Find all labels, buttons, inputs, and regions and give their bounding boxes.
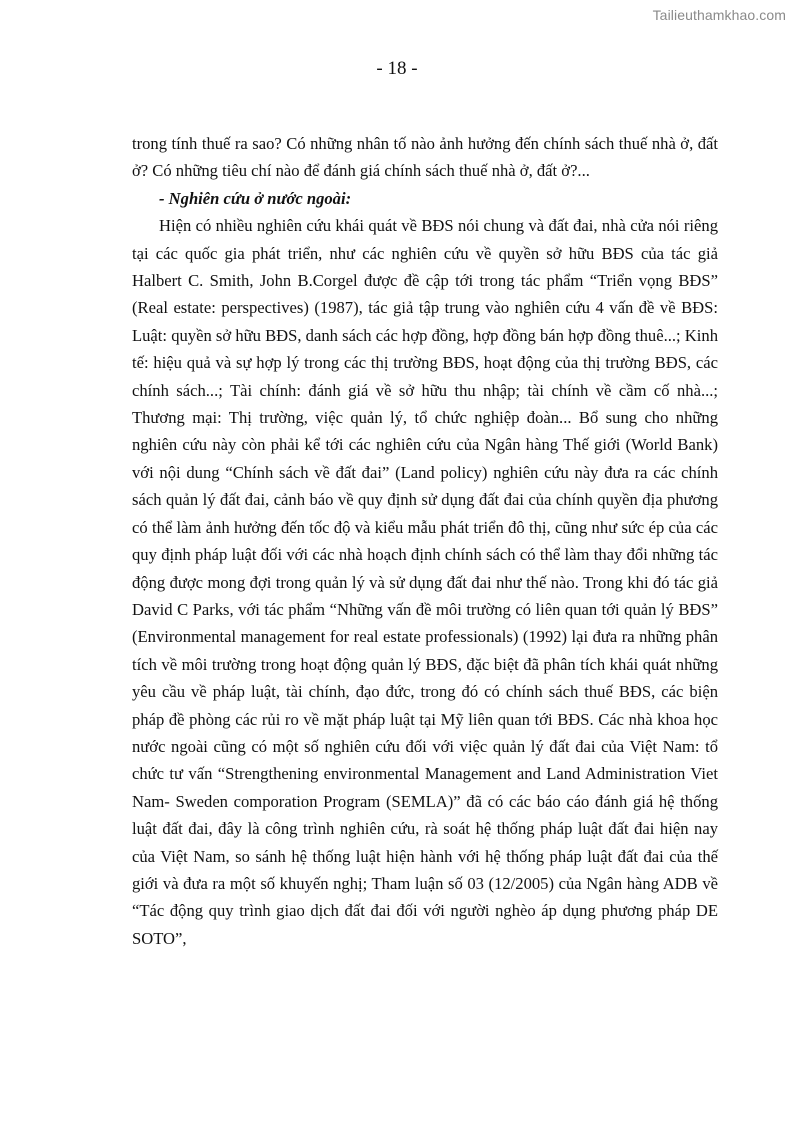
intro-paragraph: trong tính thuế ra sao? Có những nhân tố nào ảnh hưởng đến chính sách thuế nhà ở, đất ở? Có những tiêu chí nào để đánh giá chính sách thuế nhà ở, đất ở?...	[132, 134, 718, 181]
watermark: Tailieuthamkhao.com	[652, 7, 786, 23]
section-heading: - Nghiên cứu ở nước ngoài:	[159, 188, 352, 208]
main-paragraph: Hiện có nhiều nghiên cứu khái quát về BĐS nói chung và đất đai, nhà cửa nói riêng tại các quốc gia phát triển, như các nghiên cứu về quyền sở hữu BĐS của tác giả Halbert C. Smith, John B.Corgel được đề cập tới trong tác phẩm “Triển vọng BĐS” (Real estate: perspectives) (1987), tác giả tập trung vào nghiên cứu 4 vấn đề về BĐS: Luật: quyền sở hữu BĐS, danh sách các hợp đồng, hợp đồng bán hợp đồng thuê...; Kinh tế: hiệu quả và sự hợp lý trong các thị trường BĐS, hoạt động của thị trường BĐS, các chính sách...; Tài chính: đánh giá về sở hữu thu nhập; tài chính về cầm cố nhà...; Thương mại: Thị trường, việc quản lý, tổ chức nghiệp đoàn... Bổ sung cho những nghiên cứu này còn phải kể tới các nghiên cứu của Ngân hàng Thế giới (World Bank) với nội dung “Chính sách về đất đai” (Land policy) nghiên cứu này đưa ra các chính sách quản lý đất đai, cảnh báo về quy định sử dụng đất đai của chính quyền địa phương có thể làm ảnh hưởng đến tốc độ và kiểu mẫu phát triển đô thị, cũng như sức ép của các quy định pháp luật đối với các nhà hoạch định chính sách có thể làm thay đổi những tác động được mong đợi trong quản lý và sử dụng đất đai như thế nào. Trong khi đó tác giả David C Parks, với tác phẩm “Những vấn đề môi trường có liên quan tới quản lý BĐS” (Environmental management for real estate professionals) (1992) lại đưa ra những phân tích về môi trường trong hoạt động quản lý BĐS, đặc biệt đã phân tích khái quát những yêu cầu về pháp luật, tài chính, đạo đức, trong đó có chính sách thuế BĐS, các biện pháp đề phòng các rủi ro về mặt pháp luật tại Mỹ liên quan tới BĐS. Các nhà khoa học nước ngoài cũng có một số nghiên cứu đối với việc quản lý đất đai của Việt Nam: tổ chức tư vấn “Strengthening environmental Management and Land Administration Viet Nam- Sweden comporation Program (SEMLA)” đã có các báo cáo đánh giá hệ thống luật đất đai, đây là công trình nghiên cứu, rà soát hệ thống pháp luật đất đai hiện nay của Việt Nam, so sánh hệ thống luật hiện hành với hệ thống pháp luật đất đai của thế giới và đưa ra một số khuyến nghị; Tham luận số 03 (12/2005) của Ngân hàng ADB về “Tác động quy trình giao dịch đất đai đối với người nghèo áp dụng phương pháp DE SOTO”,	[132, 216, 718, 948]
page-number: - 18 -	[376, 58, 418, 79]
document-body	[132, 130, 718, 952]
